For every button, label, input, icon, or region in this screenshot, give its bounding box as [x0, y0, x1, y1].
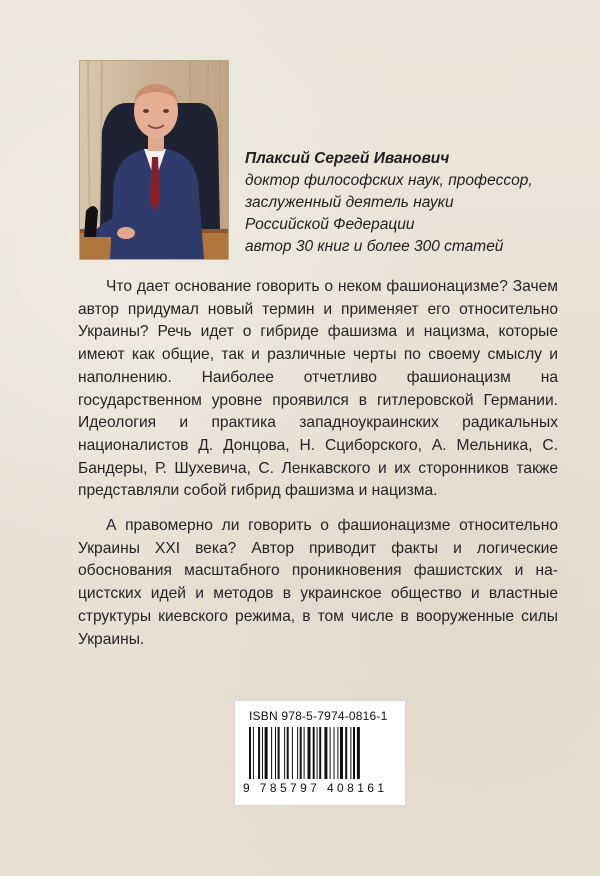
barcode-bar: [353, 727, 355, 779]
barcode-bar: [319, 727, 321, 779]
description-paragraph: Что дает основание говорить о неком фашионацизме? Зачем автор придумал новый термин и применяет его относительно Украины? Речь идет о гибриде фашизма и нацизма, которые имеют как общие, так и различные черты по своему смыслу и наполнению. Наиболее отчетливо фашионацизм на государственном уровне проявился в гитлеровской Германии. Идеология и практика западноукраинских радикальных националистов Д. Донцова, Н. Сциборского, А. Мельника, С. Бандеры, Р. Шухевича, С. Ленкавского и их сторонников также представляли собой гибрид фашизма и нацизма.: [78, 278, 558, 500]
barcode-bar: [330, 727, 331, 779]
author-credential: заслуженный деятель науки: [245, 194, 454, 211]
author-credential: Российской Федерации: [245, 216, 415, 233]
barcode-bar: [313, 727, 315, 779]
barcode-bar: [275, 727, 276, 779]
barcode-bar: [300, 727, 302, 779]
barcode-bar: [271, 727, 272, 779]
barcode-bar: [262, 727, 263, 779]
barcode-bar: [345, 727, 347, 779]
barcode-bar: [357, 727, 360, 779]
barcode-bar: [287, 727, 289, 779]
author-credential: автор 30 книг и более 300 статей: [245, 238, 504, 255]
barcode-bar: [249, 727, 251, 779]
barcode-bar: [253, 727, 254, 779]
author-credential: доктор философских наук, профессор,: [245, 172, 533, 189]
author-photo: [79, 60, 229, 260]
barcode-bar: [350, 727, 351, 779]
barcode-bar: [317, 727, 318, 779]
barcode-bar: [334, 727, 335, 779]
barcode-bar: [278, 727, 280, 779]
barcode-bar: [340, 727, 343, 779]
isbn-label: ISBN 978-5-7974-0816-1: [249, 709, 388, 723]
barcode-bar: [265, 727, 268, 779]
barcode-bar: [292, 727, 293, 779]
barcode-bar: [304, 727, 305, 779]
barcode: [247, 727, 393, 785]
book-description: [78, 276, 558, 663]
author-info: [245, 148, 585, 258]
barcode-bar: [308, 727, 311, 779]
description-paragraph: А правомерно ли говорить о фашионацизме относительно Украины XXI века? Автор приводит факты и логические обоснования масштабного проникновения фашистских и нацистских идей и методов в украинское общество и властные структуры киевского режима, в том числе в вооруженные силы Украины.: [78, 517, 558, 648]
barcode-bar: [337, 727, 338, 779]
barcode-bar: [324, 727, 327, 779]
barcode-digits: 9 785797 408161: [243, 781, 388, 795]
author-name: Плаксий Сергей Иванович: [245, 150, 450, 167]
barcode-bar: [284, 727, 285, 779]
barcode-bar: [297, 727, 298, 779]
isbn-block: [234, 700, 406, 806]
barcode-bar: [258, 727, 260, 779]
